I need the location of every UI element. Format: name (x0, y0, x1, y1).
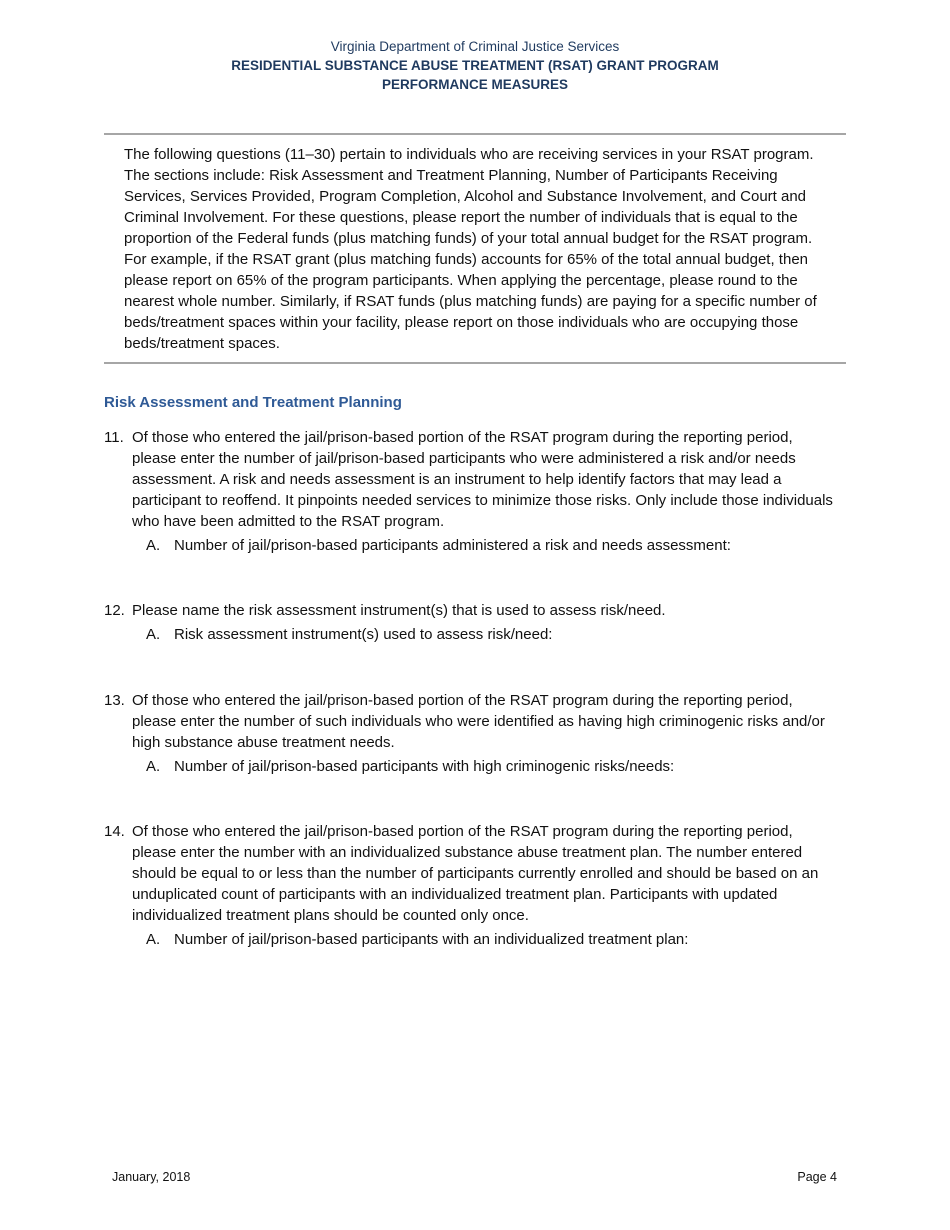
question-sub-item (146, 535, 834, 556)
document-header (0, 37, 950, 94)
sub-item-text: Number of jail/prison-based participants with high criminogenic risks/needs: (174, 758, 675, 775)
question-number: 12. (104, 602, 125, 619)
sub-item-letter: A. (146, 758, 161, 775)
question-number: 11. (104, 429, 124, 446)
section-heading: Risk Assessment and Treatment Planning (104, 394, 402, 411)
sub-item-letter: A. (146, 537, 161, 554)
question-text: Of those who entered the jail/prison-based portion of the RSAT program during the reporting period, please enter the number of such individuals who were identified as having high criminogenic risks and/or high substance abuse treatment needs. (132, 692, 825, 751)
question-number: 14. (104, 823, 125, 840)
question-text: Of those who entered the jail/prison-based portion of the RSAT program during the reporting period, please enter the number of jail/prison-based participants who were administered a risk and/or needs assessment. A risk and needs assessment is an instrument to help identify factors that may lead a participant to reoffend. It pinpoints needed services to minimize those risks. Only include those individuals who have been admitted to the RSAT program. (132, 429, 833, 530)
sub-item-letter: A. (146, 626, 161, 643)
program-title: RESIDENTIAL SUBSTANCE ABUSE TREATMENT (RSAT) GRANT PROGRAM (231, 58, 719, 73)
agency-name: Virginia Department of Criminal Justice Services (330, 39, 620, 54)
question-text: Of those who entered the jail/prison-based portion of the RSAT program during the reporting period, please enter the number with an individualized substance abuse treatment plan. The number entered should be equal to or less than the number of participants currently enrolled and should be based on an unduplicated count of participants with an individualized treatment plan. Participants with updated individualized treatment plans should be counted only once. (132, 823, 819, 924)
sub-item-letter: A. (146, 931, 161, 948)
intro-box (104, 133, 846, 364)
sub-item-text: Risk assessment instrument(s) used to assess risk/need: (174, 626, 553, 643)
question-14 (104, 821, 834, 950)
question-sub-item (146, 929, 834, 950)
footer-page-number: Page 4 (797, 1170, 837, 1184)
measures-title: PERFORMANCE MEASURES (381, 77, 568, 92)
question-13 (104, 690, 834, 777)
intro-text: The following questions (11–30) pertain to individuals who are receiving services in your RSAT program. The sections include: Risk Assessment and Treatment Planning, Number of Participants Receiving Services, Services Provided, Program Completion, Alcohol and Substance Involvement, and Court and Criminal Involvement. For these questions, please report the number of individuals that is equal to the proportion of the Federal funds (plus matching funds) of your total annual budget for the RSAT program. For example, if the RSAT grant (plus matching funds) accounts for 65% of the total annual budget, then please report on 65% of the program participants. When applying the percentage, please round to the nearest whole number. Similarly, if RSAT funds (plus matching funds) are paying for a specific number of beds/treatment spaces within your facility, please report on those individuals who are occupying those beds/treatment spaces. (124, 146, 817, 352)
footer-date: January, 2018 (112, 1170, 191, 1184)
sub-item-text: Number of jail/prison-based participants with an individualized treatment plan: (174, 931, 689, 948)
question-12 (104, 600, 834, 645)
sub-item-text: Number of jail/prison-based participants administered a risk and needs assessment: (174, 537, 731, 554)
question-11 (104, 427, 834, 556)
question-number: 13. (104, 692, 125, 709)
question-text: Please name the risk assessment instrument(s) that is used to assess risk/need. (132, 602, 666, 619)
question-sub-item (146, 624, 834, 645)
question-sub-item (146, 756, 834, 777)
